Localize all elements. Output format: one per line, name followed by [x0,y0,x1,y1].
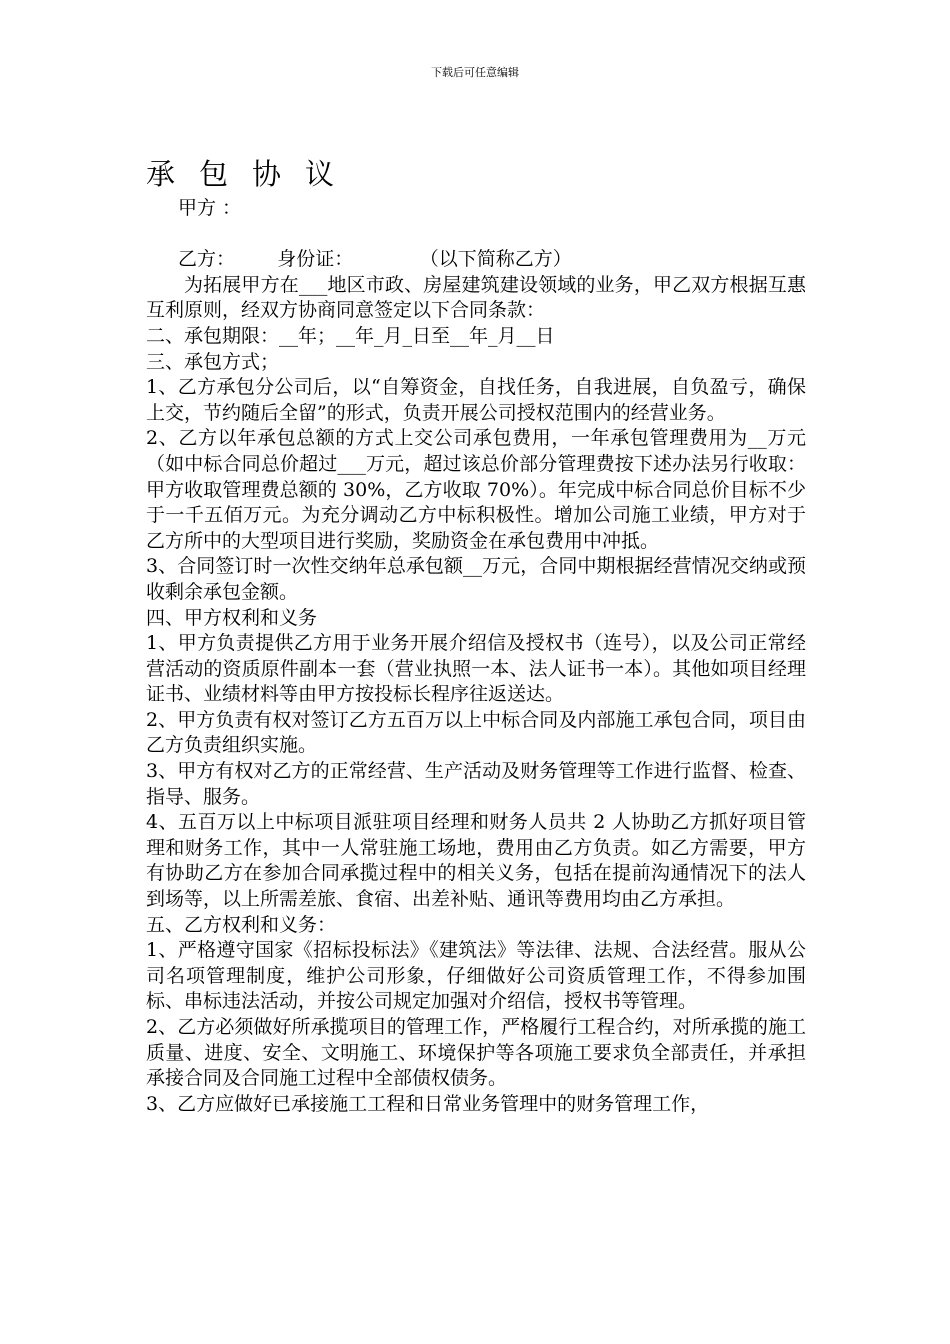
document-body [146,156,806,1117]
section-heading-party-b: 五、乙方权利和义务： [146,913,337,936]
clause-5-1: 1、严格遵守国家《招标投标法》《建筑法》等法律、法规、合法经营。服从公司名项管理制度，维护公司形象，仔细做好公司资质管理工作，不得参加围标、串标违法活动，并按公司规定加强对介绍信，授权书等管理。 [146,939,806,1013]
section-heading-party-a: 四、甲方权利和义务 [146,606,318,629]
clause-3-2: 2、乙方以年承包总额的方式上交公司承包费用，一年承包管理费用为__万元（如中标合同总价超过___万元，超过该总价部分管理费按下述办法另行收取：甲方收取管理费总额的 30%，乙方收取 70%）。年完成中标合同总价目标不少于一千五佰万元。为充分调动乙方中标积极性。增加公司施工业绩，甲方对于乙方所中的大型项目进行奖励，奖励资金在承包费用中冲抵。 [146,427,806,552]
clause-4-4: 4、五百万以上中标项目派驻项目经理和财务人员共 2 人协助乙方抓好项目管理和财务工作，其中一人常驻施工场地，费用由乙方负责。如乙方需要，甲方有协助乙方在参加合同承揽过程中的相关义务，包括在提前沟通情况下的法人到场等，以上所需差旅、食宿、出差补贴、通讯等费用均由乙方承担。 [146,811,806,911]
intro-paragraph: 为拓展甲方在___地区市政、房屋建筑建设领域的业务，甲乙双方根据互惠互利原则，经双方协商同意签定以下合同条款： [146,273,806,322]
document-title: 承包协议 [146,157,359,191]
clause-5-3: 3、乙方应做好已承接施工工程和日常业务管理中的财务管理工作， [146,1092,710,1115]
party-a-line: 甲方 ： [178,197,242,219]
party-b-line: 乙方： 身份证： （以下简称乙方） [178,248,572,271]
clause-3-3: 3、合同签订时一次性交纳年总承包额__万元，合同中期根据经营情况交纳或预收剩余承包金额。 [146,555,806,603]
clause-5-2: 2、乙方必须做好所承揽项目的管理工作，严格履行工程合约，对所承揽的施工质量、进度、安全、文明施工、环境保护等各项施工要求负全部责任，并承担承接合同及合同施工过程中全部债权债务。 [146,1016,806,1090]
section-term: 二、承包期限：__年；__年_月_日至__年_月__日 [146,324,555,347]
section-heading-method: 三、承包方式； [146,350,280,373]
blank-line [146,222,806,248]
clause-4-3: 3、甲方有权对乙方的正常经营、生产活动及财务管理等工作进行监督、检查、指导、服务。 [146,760,806,808]
clause-4-1: 1、甲方负责提供乙方用于业务开展介绍信及授权书（连号），以及公司正常经营活动的资质原件副本一套（营业执照一本、法人证书一本）。其他如项目经理证书、业绩材料等由甲方按投标长程序往返送达。 [146,632,806,706]
page-header-note: 下载后可任意编辑 [431,66,519,79]
clause-4-2: 2、甲方负责有权对签订乙方五百万以上中标合同及内部施工承包合同，项目由乙方负责组织实施。 [146,708,806,757]
clause-3-1: 1、乙方承包分公司后，以“自筹资金，自找任务，自我进展，自负盈亏，确保上交，节约随后全留”的形式，负责开展公司授权范围内的经营业务。 [146,376,806,424]
